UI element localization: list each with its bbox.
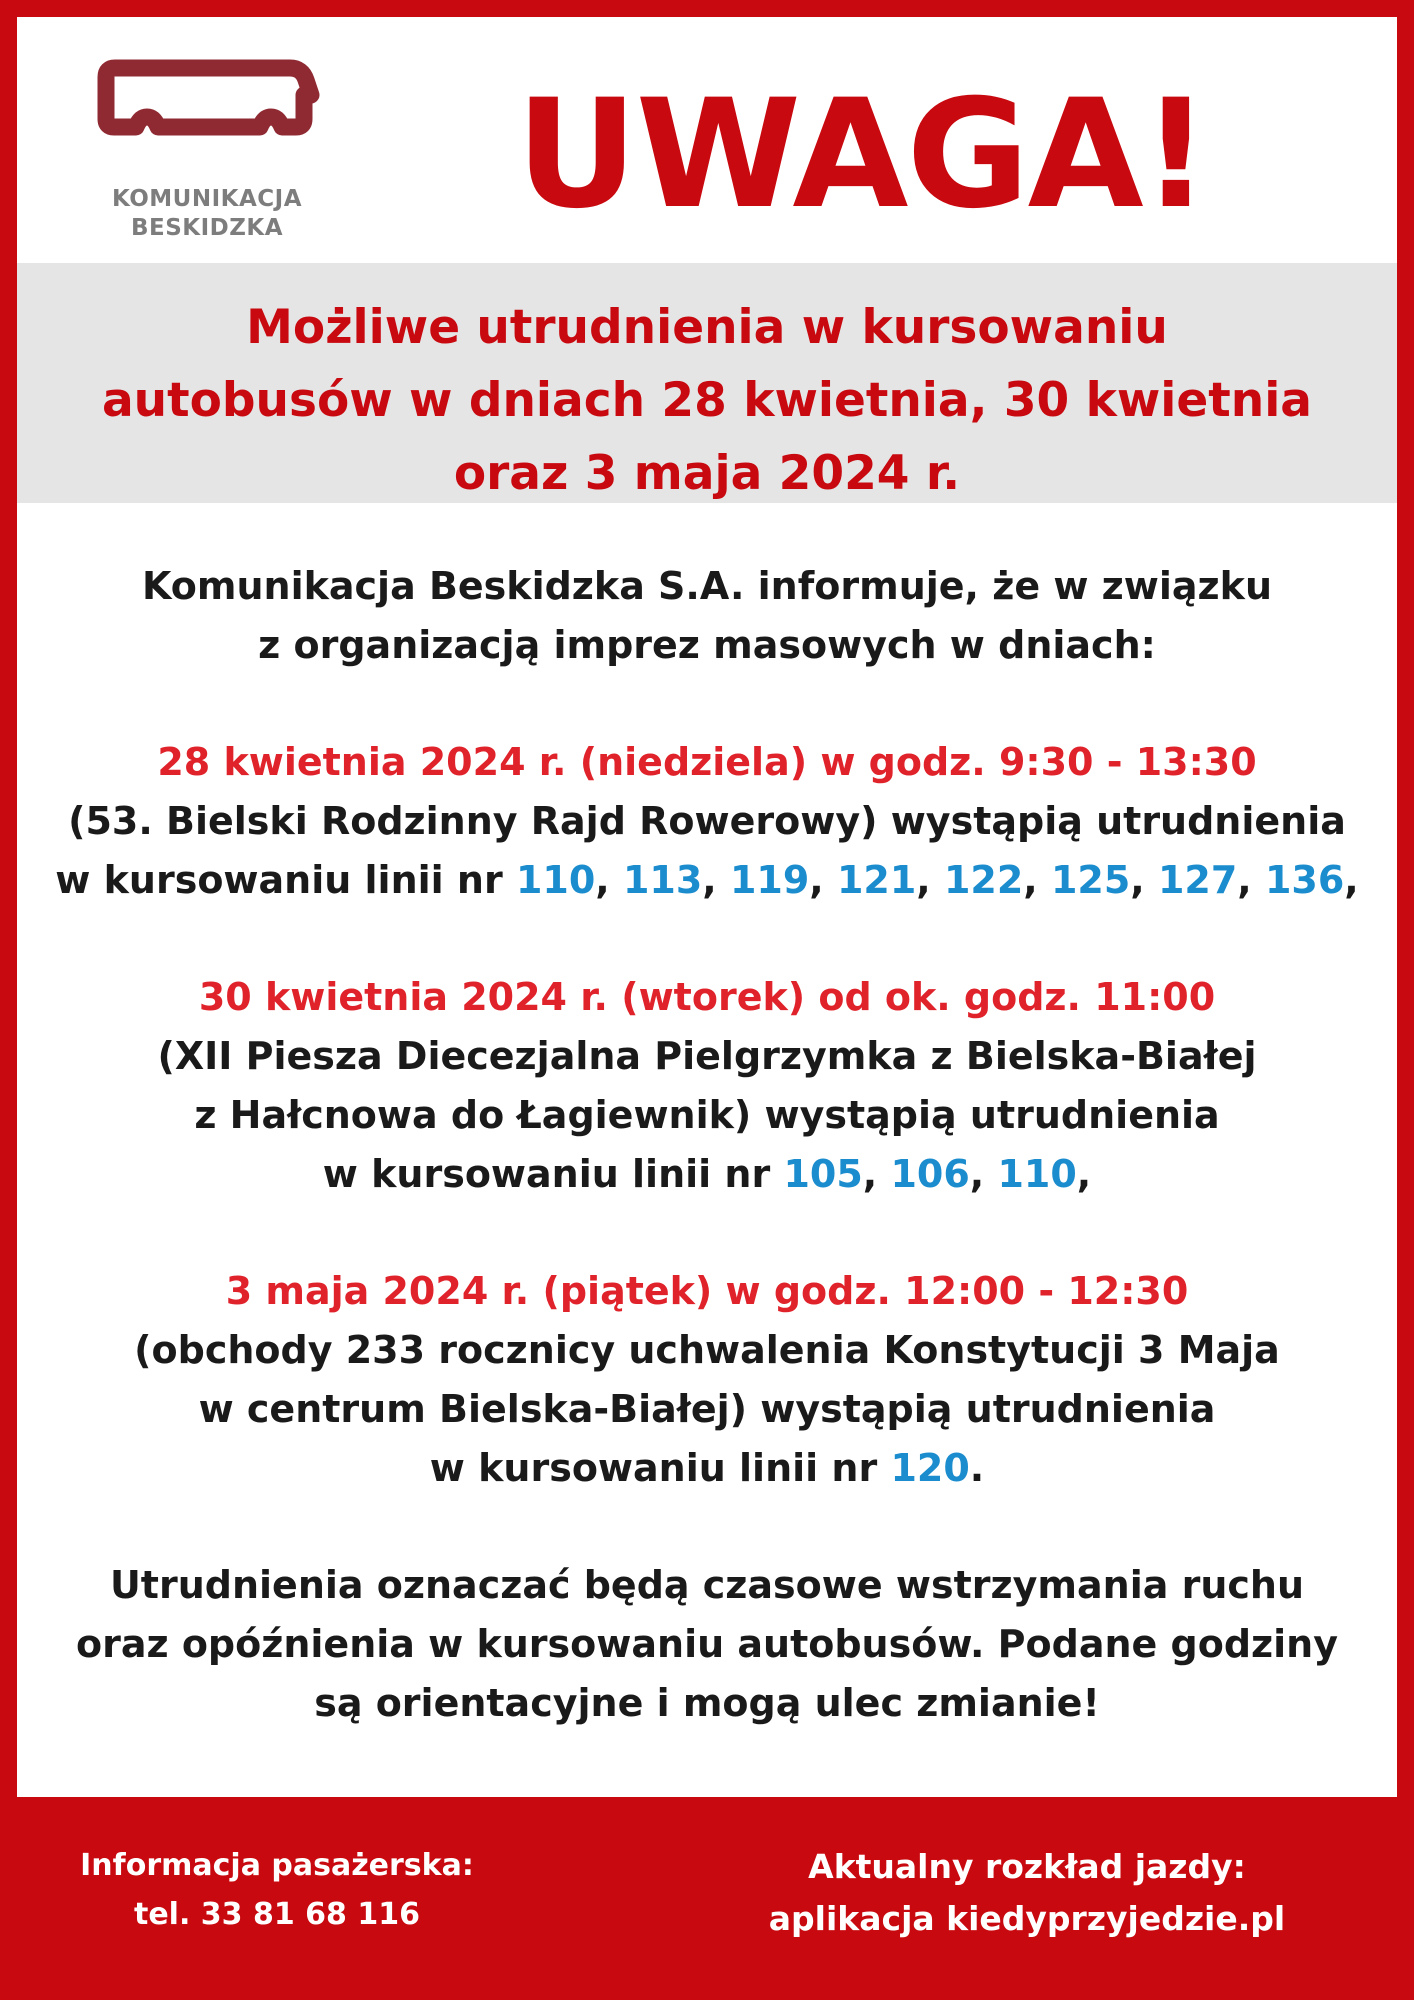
- event-description: w centrum Bielska-Białej) wystąpią utrudnienia: [198, 1387, 1216, 1431]
- event-description: (obchody 233 rocznicy uchwalenia Konstytucji 3 Maja: [134, 1328, 1280, 1372]
- headline: UWAGA!: [515, 68, 1209, 242]
- event-date: 30 kwietnia 2024 r. (wtorek) od ok. godz. 11:00: [198, 975, 1216, 1019]
- intro-line-1: Komunikacja Beskidzka S.A. informuje, że w związku: [142, 564, 1272, 608]
- route-number: 136: [1264, 858, 1345, 902]
- logo-line-1: KOMUNIKACJA: [111, 186, 303, 212]
- route-number: 106: [890, 1152, 970, 1196]
- event-block: [47, 910, 1367, 1204]
- logo-line-2: BESKIDZKA: [130, 215, 284, 241]
- intro-line-2: z organizacją imprez masowych w dniach:: [258, 623, 1156, 667]
- route-number: 120: [890, 1446, 970, 1490]
- logo-wordmark: [92, 185, 322, 243]
- routes-prefix: w kursowaniu linii nr: [55, 858, 516, 902]
- route-number: 110: [997, 1152, 1077, 1196]
- footer: [17, 1797, 1397, 1983]
- routes-end: .: [969, 1446, 985, 1490]
- event-routes: w kursowaniu linii nr 105, 106, 110,: [322, 1152, 1092, 1196]
- event-description: (XII Piesza Diecezjalna Pielgrzymka z Bielska-Białej: [157, 1034, 1257, 1078]
- banner-line-2: autobusów w dniach 28 kwietnia, 30 kwietnia: [101, 373, 1313, 428]
- routes-prefix: w kursowaniu linii nr: [429, 1446, 891, 1490]
- event-routes: w kursowaniu linii nr 110, 113, 119, 121, 122, 125, 127, 136,: [55, 858, 1359, 902]
- event-block: [47, 675, 1367, 910]
- route-number: 105: [783, 1152, 863, 1196]
- closing-line-3: są orientacyjne i mogą ulec zmianie!: [314, 1681, 1100, 1725]
- route-number: 113: [622, 858, 703, 902]
- timetable-app: aplikacja kiedyprzyjedzie.pl: [768, 1899, 1286, 1938]
- route-number: 110: [515, 858, 596, 902]
- event-description: z Hałcnowa do Łagiewnik) wystąpią utrudnienia: [194, 1093, 1220, 1137]
- timetable-label: Aktualny rozkład jazdy:: [808, 1847, 1246, 1886]
- notice-poster: [17, 17, 1397, 1983]
- bus-outline-icon: [92, 59, 332, 149]
- banner: [17, 263, 1397, 503]
- timetable-info: [757, 1841, 1297, 1945]
- banner-line-3: oraz 3 maja 2024 r.: [453, 446, 961, 501]
- passenger-info-phone: tel. 33 81 68 116: [133, 1897, 420, 1932]
- route-number: 122: [943, 858, 1024, 902]
- passenger-info: [77, 1841, 477, 1939]
- banner-text: [57, 291, 1357, 510]
- events-list: [47, 675, 1367, 1498]
- company-logo: [92, 59, 352, 249]
- routes-end: ,: [1076, 1152, 1092, 1196]
- banner-line-1: Możliwe utrudnienia w kursowaniu: [246, 300, 1168, 355]
- notice-body: [47, 557, 1367, 1733]
- route-number: 119: [729, 858, 810, 902]
- event-date: 28 kwietnia 2024 r. (niedziela) w godz. 9:30 - 13:30: [157, 740, 1257, 784]
- route-number: 125: [1050, 858, 1131, 902]
- event-block: [47, 1204, 1367, 1498]
- closing-line-1: Utrudnienia oznaczać będą czasowe wstrzymania ruchu: [109, 1563, 1305, 1607]
- event-date: 3 maja 2024 r. (piątek) w godz. 12:00 - 12:30: [225, 1269, 1189, 1313]
- route-number: 127: [1157, 858, 1238, 902]
- closing-line-2: oraz opóźnienia w kursowaniu autobusów. Podane godziny: [75, 1622, 1338, 1666]
- event-routes: [47, 1439, 1367, 1498]
- routes-prefix: w kursowaniu linii nr: [322, 1152, 784, 1196]
- route-number: 121: [836, 858, 917, 902]
- routes-end: ,: [1344, 858, 1359, 902]
- passenger-info-label: Informacja pasażerska:: [80, 1848, 474, 1883]
- event-description: (53. Bielski Rodzinny Rajd Rowerowy) wystąpią utrudnienia: [68, 799, 1346, 843]
